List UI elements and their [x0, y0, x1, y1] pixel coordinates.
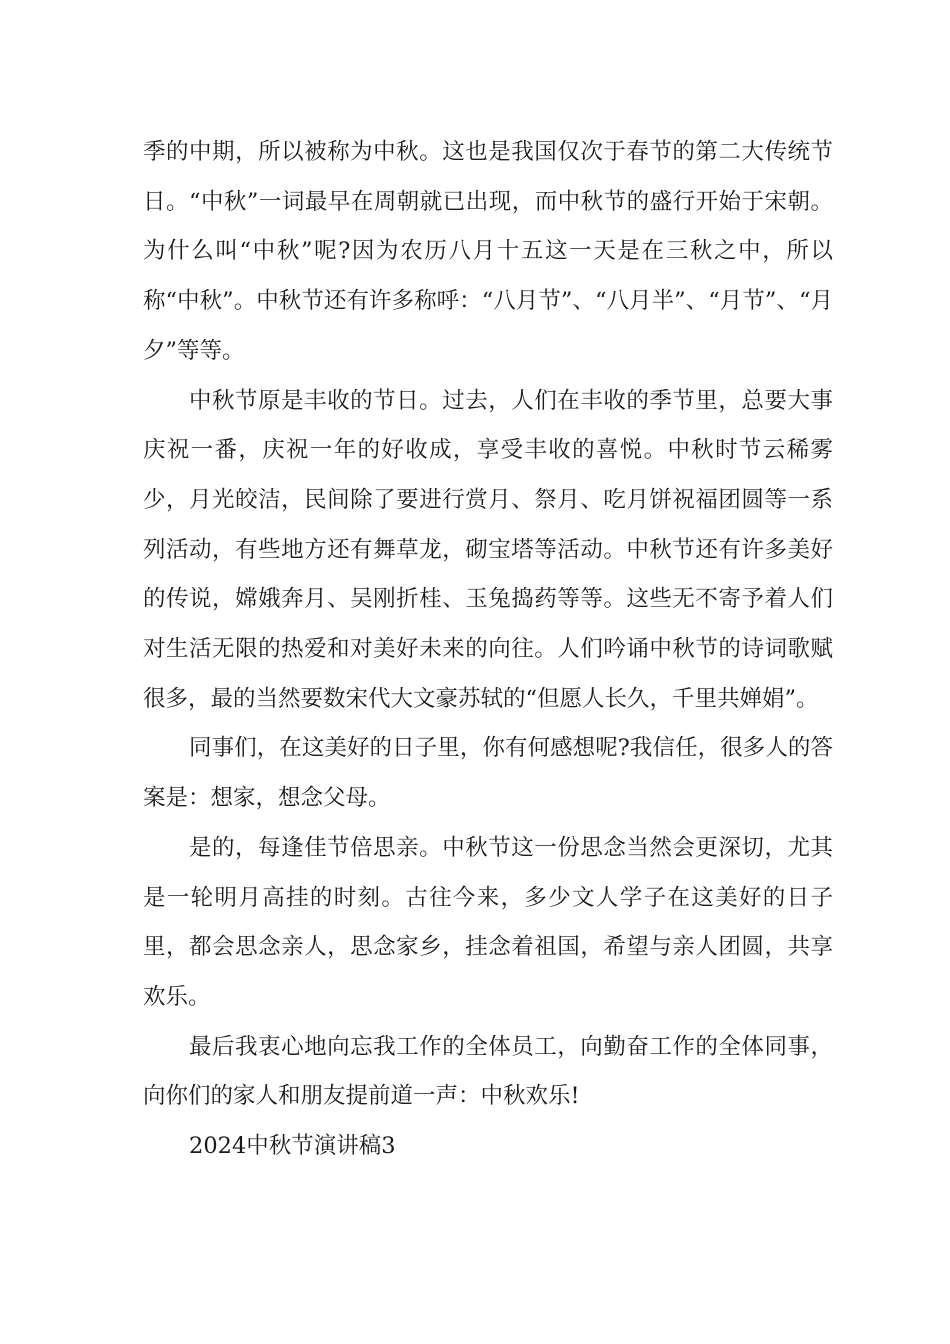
paragraph-harvest-festival: 中秋节原是丰收的节日。过去，人们在丰收的季节里，总要大事庆祝一番，庆祝一年的好收成，享受丰收的喜悦。中秋时节云稀雾少，月光皎洁，民间除了要进行赏月、祭月、吃月饼祝福团圆等一系列活动，有些地方还有舞草龙，砌宝塔等活动。中秋节还有许多美好的传说，嫦娥奔月、吴刚折桂、玉兔捣药等等。这些无不寄予着人们对生活无限的热爱和对美好未来的向往。人们吟诵中秋节的诗词歌赋很多，最的当然要数宋代大文豪苏轼的“但愿人长久，千里共婵娟”。 — [143, 387, 833, 712]
document-body — [143, 128, 833, 1172]
paragraph-closing-wishes: 最后我衷心地向忘我工作的全体员工，向勤奋工作的全体同事，向你们的家人和朋友提前道一声：中秋欢乐! — [143, 1033, 833, 1110]
next-section-heading: 2024中秋节演讲稿3 — [189, 1133, 396, 1160]
paragraph-origin-of-name: 季的中期，所以被称为中秋。这也是我国仅次于春节的第二大传统节日。“中秋”一词最早在周朝就已出现，而中秋节的盛行开始于宋朝。为什么叫“中秋”呢?因为农历八月十五这一天是在三秋之中，所以称“中秋”。中秋节还有许多称呼：“八月节”、“八月半”、“月节”、“月夕”等等。 — [143, 139, 833, 364]
paragraph-colleagues-question: 同事们，在这美好的日子里，你有何感想呢?我信任，很多人的答案是：想家，想念父母。 — [143, 735, 833, 812]
paragraph-missing-family: 是的，每逢佳节倍思亲。中秋节这一份思念当然会更深切，尤其是一轮明月高挂的时刻。古往今来，多少文人学子在这美好的日子里，都会思念亲人，思念家乡，挂念着祖国，希望与亲人团圆，共享欢乐。 — [143, 834, 833, 1010]
